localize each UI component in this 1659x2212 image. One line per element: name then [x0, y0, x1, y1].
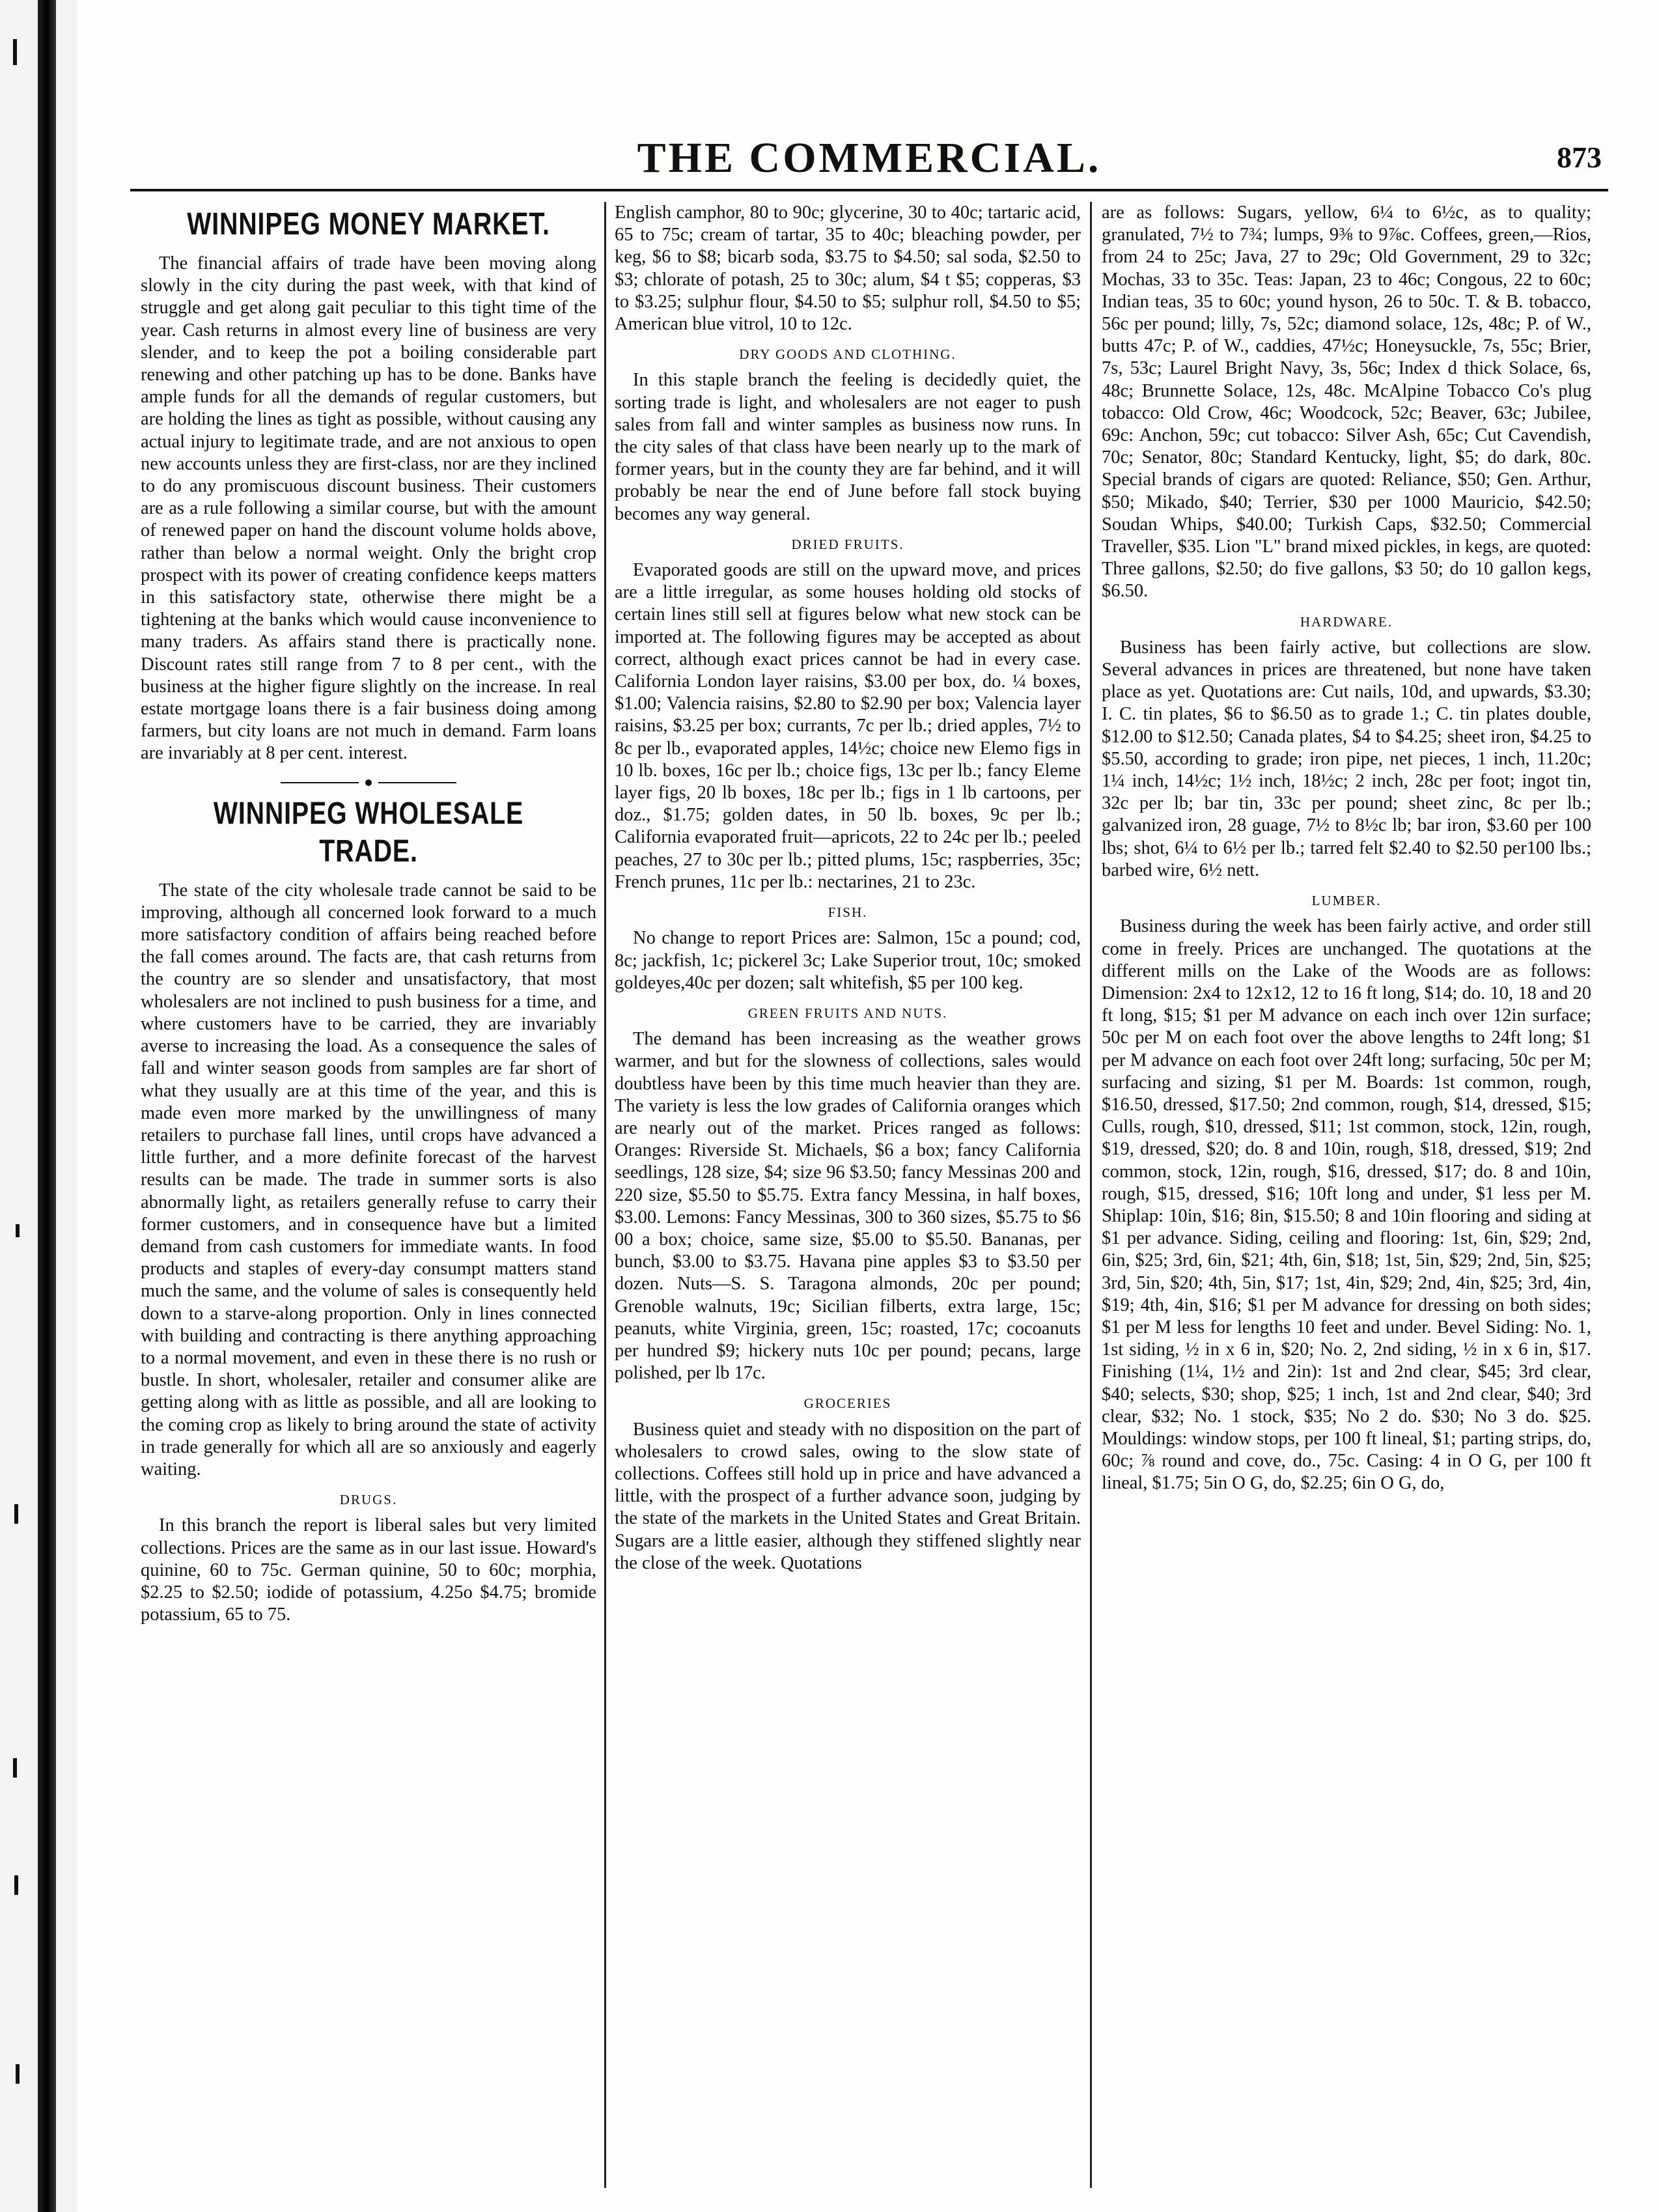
page-number: 873	[1557, 141, 1602, 174]
binding-mark	[14, 1504, 18, 1524]
column-rule	[1090, 202, 1092, 2188]
section-divider	[141, 779, 596, 786]
binding-mark	[14, 1875, 18, 1895]
dried-fruits-article: Evaporated goods are still on the upward move, and prices are a little irregular, as some houses holding old stocks of certain lines still sell at figures below what new stock can be imported at. The following figures may be accepted as about correct, although exact prices cannot be had in every case. California London layer raisins, $3.00 per box, do. ¼ boxes, $1.00; Valencia raisins, $2.80 to $2.90 per box; Valencia layer raisins, $3.25 per box; currants, 7c per lb.; dried apples, 7½ to 8c per lb., evaporated apples, 14½c; choice new Elemo figs in 10 lb. boxes, 16c per lb.; choice figs, 13c per lb.; fancy Eleme layer figs, 20 lb boxes, 18c per lb.; figs in 1 lb cartoons, per doz., $1.75; golden dates, in 50 lb. boxes, 9c per lb.; California evaporated fruit—apricots, 22 to 24c per lb.; peeled peaches, 27 to 30c per lb.; pitted plums, 15c; raspberries, 35c; French prunes, 11c per lb.: nectarines, 21 to 23c.	[615, 560, 1081, 892]
drugs-article: In this branch the report is liberal sales but very limited collections. Prices are the same as in our last issue. Howard's quinine, 60 to 75c. German quinine, 50 to 60c; morphia, $2.25 to $2.50; iodide of potassium, 4.25o $4.75; bromide potassium, 65 to 75.	[141, 1515, 596, 1625]
dry-goods-subheading: DRY GOODS AND CLOTHING.	[739, 346, 956, 363]
page-binding-edge	[0, 0, 77, 2212]
fish-article: No change to report Prices are: Salmon, 15c a pound; cod, 8c; jackfish, 1c; pickerel 3c; Lake Superior trout, 10c; smoked goldeyes,40c per dozen; salt whitefish, $5 per 100 keg.	[615, 928, 1081, 993]
fish-subheading: FISH.	[828, 904, 868, 921]
divider-line	[378, 782, 456, 783]
lumber-subheading: LUMBER.	[1311, 893, 1382, 909]
drugs-subheading: DRUGS.	[339, 1492, 398, 1508]
divider-line	[281, 782, 359, 783]
dried-fruits-subheading: DRIED FRUITS.	[791, 536, 904, 552]
drugs-article-continued: English camphor, 80 to 90c; glycerine, 30 to 40c; tartaric acid, 65 to 75c; cream of tartar, 35 to 40c; bleaching powder, per keg, $6 to $8; bicarb soda, $3.75 to $4.50; sal soda, $2.50 to $3; chlorate of potash, 25 to 30c; alum, $4 t $5; copperas, $3 to $3.25; sulphur flour, $4.50 to $5; sulphur roll, $4.50 to $5; American blue vitrol, 10 to 12c.	[615, 203, 1081, 335]
groceries-article-continued: are as follows: Sugars, yellow, 6¼ to 6½c, as to quality; granulated, 7½ to 7¾; lumps, 9⅜ to 9⅞c. Coffees, green,—Rios, from 24 to 25c; Java, 27 to 29c; Old Government, 29 to 32c; Mochas, 33 to 35c. Teas: Japan, 23 to 46c; Congous, 22 to 60c; Indian teas, 35 to 60c; yound hyson, 26 to 50c. T. & B. tobacco, 56c per pound; lilly, 7s, 52c; diamond solace, 12s, 48c; P. of W., butts 47c; P. of W., caddies, 47½c; Honeysuckle, 7s, 55c; Brier, 7s, 53c; Laurel Bright Navy, 3s, 56c; Index d thick Solace, 6s, 48c; Brunnette Solace, 12s, 48c. McAlpine Tobacco Co's plug tobacco: Old Crow, 46c; Woodcock, 52c; Beaver, 63c; Jubilee, 69c: Anchon, 59c; cut tobacco: Silver Ash, 65c; Cut Cavendish, 70c; Senator, 80c; Standard Kentucky, light, $5; do dark, 80c. Special brands of cigars are quoted: Reliance, $50; Gen. Arthur, $50; Mikado, $40; Terrier, $30 per 1000 Mauricio, $42.50; Soudan Whips, $40.00; Turkish Caps, $32.50; Commercial Traveller, $35. Lion "L" brand mixed pickles, in kegs, are quoted: Three gallons, $2.50; do five gallons, $3 50; do 10 gallon kegs, $6.50.	[1102, 203, 1591, 602]
binding-mark	[13, 39, 17, 65]
wholesale-trade-article: The state of the city wholesale trade cannot be said to be improving, although all concerned look forward to a much more satisfactory condition of affairs being reached before the fall comes around. The facts are, that cash returns from the country are so slender and unsatisfactory, that most wholesalers are not inclined to push business for a time, and where customers have to be carried, they are invariably averse to increasing the load. As a consequence the sales of fall and winter season goods from samples are far short of what they usually are at this time of the year, and this is made even more marked by the unwillingness of many retailers to purchase fall lines, until crops have advanced a little further, and a more definite forecast of the harvest results can be made. The trade in summer sorts is also abnormally light, as retailers generally refuse to carry their former customers, and in consequence have but a limited demand from cash customers for immediate wants. In food products and staples of every-day consumpt matters stand much the same, and the volume of sales is consequently held down to a starve-along proportion. Only in lines connected with building and contracting is there anything approaching to a normal movement, and even in these there is no rush or bustle. In short, wholesaler, retailer and consumer alike are getting along with as little as possible, and all are looking to the coming crop as likely to bring around the state of activity in trade generally for which all are so anxiously and eagerly waiting.	[141, 880, 596, 1479]
money-market-headline: WINNIPEG MONEY MARKET.	[187, 207, 550, 242]
binding-mark	[16, 1224, 20, 1237]
column-3	[1102, 202, 1591, 2188]
column-1	[141, 202, 596, 2188]
lumber-article: Business during the week has been fairly active, and order still come in freely. Prices are unchanged. The quotations at the different mills on the Lake of the Woods are as follows: Dimension: 2x4 to 12x12, 12 to 16 ft long, $14; do. 10, 18 and 20 ft long, $15; $1 per M advance on each inch over 12in surface; 50c per M on each foot over the above lengths to 24ft long; $1 per M advance on each foot over 24ft long; surfacing, 50c per M; surfacing and sizing, $1 per M. Boards: 1st common, rough, $16.50, dressed, $17.50; 2nd common, rough, $14, dressed, $15; Culls, rough, $10, dressed, $11; 1st common, stock, 12in, rough, $19, dressed, $20; do. 8 and 10in, rough, $18, dressed, $19; 2nd common, stock, 12in, rough, $16, dressed, $17; do. 8 and 10in, rough, $15, dressed, $16; 10ft long and under, $1 less per M. Shiplap: 10in, $16; 8in, $15.50; 8 and 10in flooring and siding at $1 per advance. Siding, ceiling and flooring: 1st, 6in, $29; 2nd, 6in, $25; 3rd, 6in, $21; 4th, 6in, $18; 1st, 5in, $29; 2nd, 5in, $25; 3rd, 5in, $20; 4th, 5in, $17; 1st, 4in, $29; 2nd, 4in, $25; 3rd, 4in, $19; 4th, 4in, $16; $1 per M advance for dressing on both sides; $1 per M less for lengths 10 feet and under. Bevel Siding: No. 1, 1st siding, ½ in x 6 in, $20; No. 2, 2nd siding, ½ in x 6 in, $17. Finishing (1¼, 1½ and 2in): 1st and 2nd clear, $45; 3rd clear, $40; selects, $30; shop, $25; 1 inch, 1st and 2nd clear, $40; 3rd clear, $32; No. 1 stock, $35; No 2 do. $30; No 3 do. $25. Mouldings: window stops, per 100 ft lineal, $1; parting strips, do, 60c; ⅞ round and cove, do., 75c. Casing: 4 in O G, per 100 ft lineal, $1.75; 5in O G, do, $2.25; 6in O G, do,	[1102, 916, 1591, 1494]
masthead-rule	[130, 189, 1608, 191]
binding-mark	[16, 2064, 20, 2084]
green-fruits-article: The demand has been increasing as the weather grows warmer, and but for the slowness of collections, sales would doubtless have been by this time much heavier than they are. The variety is less the low grades of California oranges which are nearly out of the market. Prices ranged as follows: Oranges: Riverside St. Michaels, $6 a box; fancy California seedlings, 128 size, $4; size 96 $3.50; fancy Messinas 200 and 220 size, $5.50 to $5.75. Extra fancy Messina, in half boxes, $3.00. Lemons: Fancy Messinas, 300 to 360 sizes, $5.75 to $6 00 a box; choice, same size, $5.00 to $5.50. Bananas, per bunch, $3.00 to $3.75. Havana pine apples $3 to $3.50 per dozen. Nuts—S. S. Taragona almonds, 20c per pound; Grenoble walnuts, 19c; Sicilian filberts, extra large, 15c; peanuts, white Virginia, green, 15c; roasted, 17c; cocoanuts per hundred $9; hickery nuts 10c per pound; pecans, large polished, per lb 17c.	[615, 1029, 1081, 1384]
masthead	[130, 127, 1608, 186]
column-2	[615, 202, 1081, 2188]
green-fruits-subheading: GREEN FRUITS AND NUTS.	[747, 1005, 948, 1021]
binding-shadow	[38, 0, 56, 2212]
hardware-article: Business has been fairly active, but collections are slow. Several advances in prices are threatened, but none have taken place as yet. Quotations are: Cut nails, 10d, and upwards, $3.30; I. C. tin plates, $6 to $6.50 as to grade 1.; C. tin plates double, $12.00 to $12.50; Canada plates, $4 to $4.25; sheet iron, $4.25 to $5.50, according to grade; iron pipe, net pieces, 1 inch, 11.20c; 1¼ inch, 14½c; 1½ inch, 18½c; 2 inch, 28c per foot; ingot tin, 32c per lb; bar tin, 33c per pound; sheet zinc, 8c per lb.; galvanized iron, 28 guage, 7½ to 8½c lb; bar iron, $3.60 per 100 lbs; shot, 6¼ to 6½ per lb.; tarred felt $2.40 to $2.50 per100 lbs.; barbed wire, 6½ nett.	[1102, 637, 1591, 880]
wholesale-trade-headline: WINNIPEG WHOLESALE TRADE.	[213, 796, 524, 869]
groceries-subheading: GROCERIES	[803, 1395, 892, 1412]
binding-mark	[13, 1758, 17, 1778]
groceries-article: Business quiet and steady with no disposition on the part of wholesalers to crowd sales, owing to the slow state of collections. Coffees still hold up in price and have advanced a little, with the prospect of a further advance soon, judging by the state of the markets in the United States and Great Britain. Sugars are a little easier, although they stiffened slightly near the close of the week. Quotations	[615, 1419, 1081, 1573]
hardware-subheading: HARDWARE.	[1300, 613, 1393, 630]
dry-goods-article: In this staple branch the feeling is decidedly quiet, the sorting trade is light, and wholesalers are not eager to push sales from fall and winter samples as business now runs. In the city sales of that class have been nearly up to the mark of former years, but in the county they are far behind, and it will probably be near the end of June before fall stock buying becomes any way general.	[615, 370, 1081, 524]
newspaper-title: THE COMMERCIAL.	[637, 134, 1102, 182]
divider-dot	[365, 779, 372, 786]
column-rule	[604, 202, 606, 2188]
money-market-article: The financial affairs of trade have been moving along slowly in the city during the past week, with that kind of struggle and get along gait peculiar to this tight time of the year. Cash returns in almost every line of business are very slender, and to keep the pot a boiling considerable part renewing and other patching up has to be done. Banks have ample funds for all the demands of regular customers, but are holding the lines as tight as possible, without causing any actual injury to legitimate trade, and are not anxious to open new accounts unless they are first-class, nor are they inclined to do any promiscuous discount business. Their customers are as a rule following a similar course, but with the amount of renewed paper on hand the discount volume holds above, rather than below a normal weight. Only the bright crop prospect with its power of creating confidence keeps matters in this satisfactory state, otherwise there might be a tightening at the banks which would cause inconvenience to many traders. As affairs stand there is practically none. Discount rates still range from 7 to 8 per cent., with the business at the higher figure slightly on the increase. In real estate mortgage loans there is a fair business doing among farmers, but city loans are not much in demand. Farm loans are invariably at 8 per cent. interest.	[141, 253, 596, 764]
